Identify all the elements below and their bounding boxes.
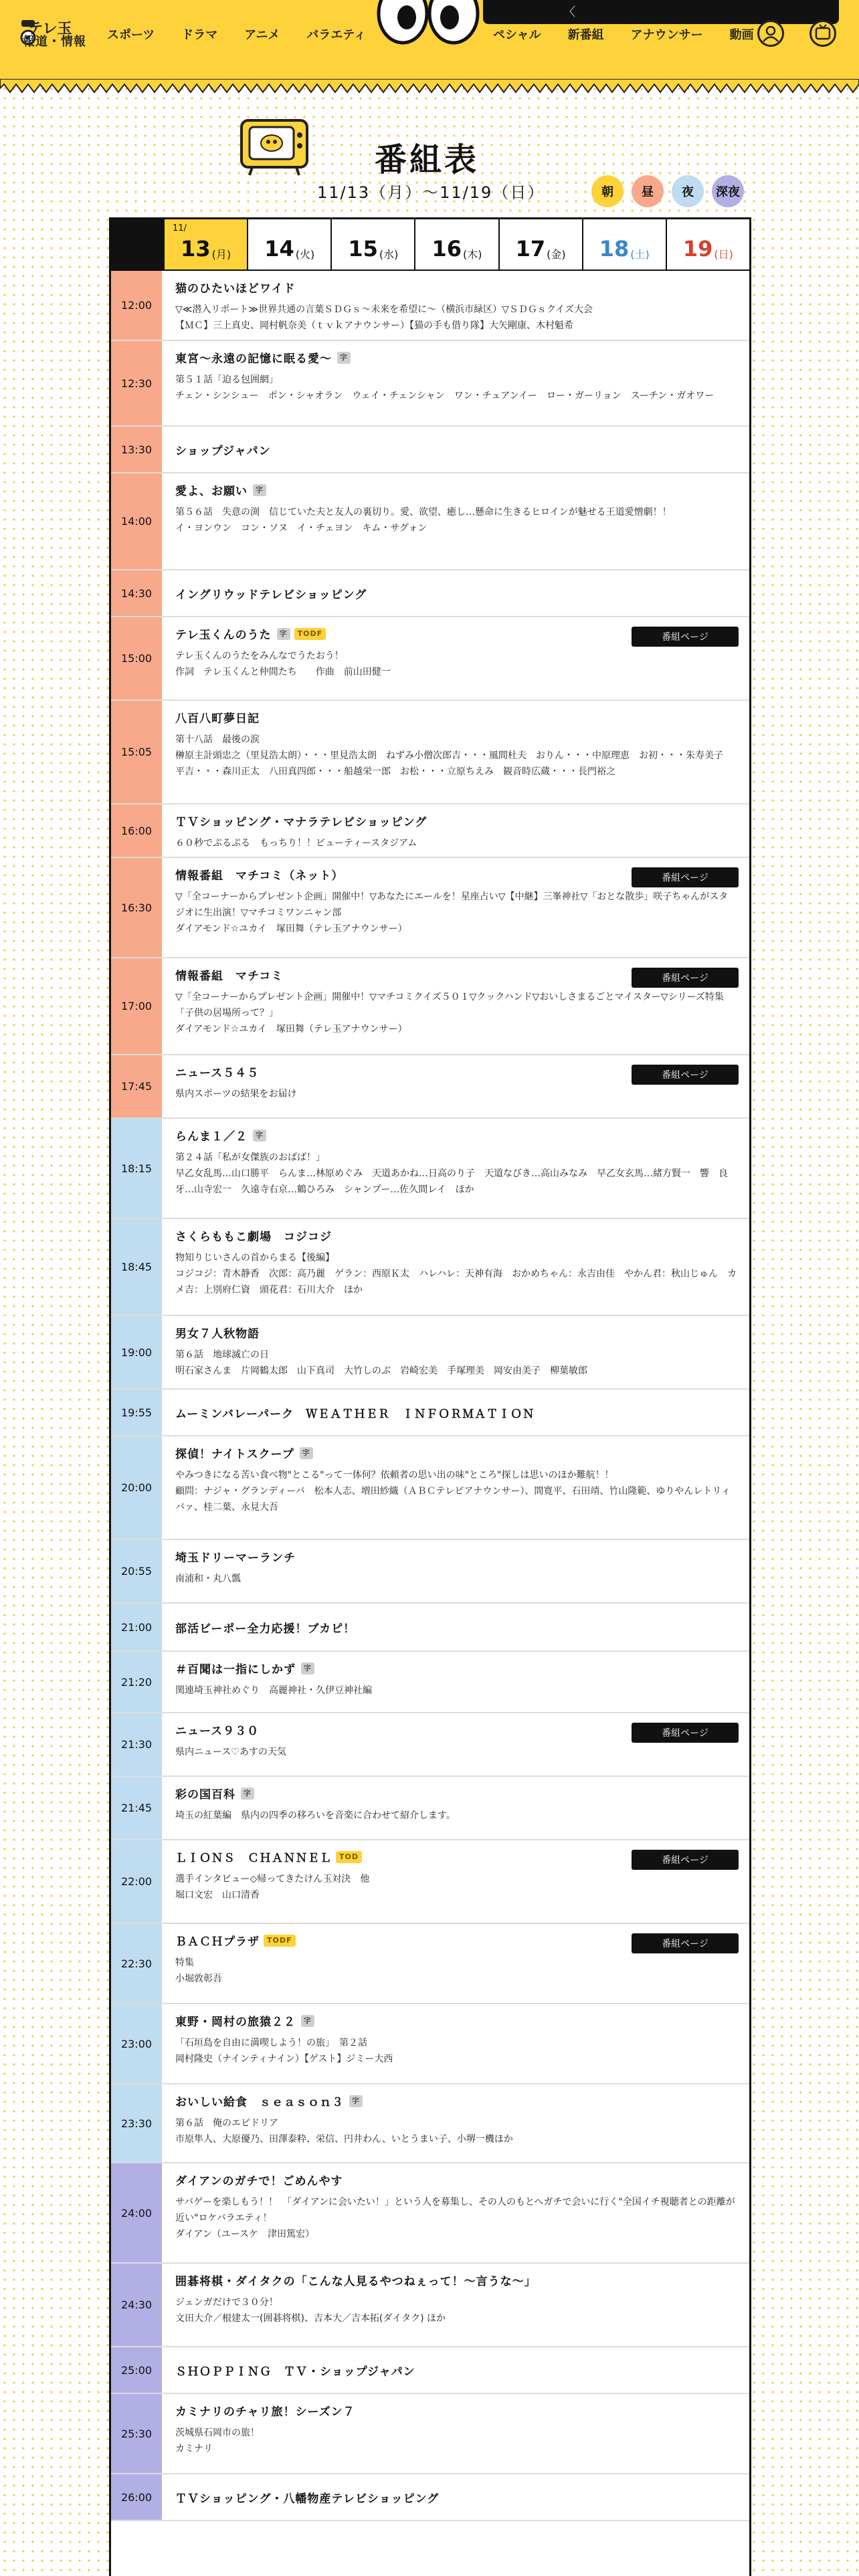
program-description: 物知りじいさんの首からまる【後編】 コジコジ：青木静香 次郎：高乃麗 ゲラン：西原Ｋ太 ハレハレ：天神有海 おかめちゃん：永吉由佳 やかん君：秋山じゅん カメ吉：上別府仁資 頭花君：石川大介 ほか [175, 1253, 737, 1295]
program-row[interactable] [111, 958, 749, 1055]
program-title[interactable] [175, 1619, 355, 1636]
program-description: テレ玉くんのうたをみんなでうたおう！ 作詞 テレ玉くんと仲間たち 作曲 前山田健一 [175, 651, 391, 677]
program-description: ▽「全コーナーからプレゼント企画」開催中！▽あなたにエールを！星座占い▽【中継】三峯神社▽「おとな散歩」咲子ちゃんがスタジオに生出演！▽マチコミワンニャン部 ダイアモンド☆ユカイ 塚田舞（テレ玉アナウンサー） [175, 891, 729, 934]
program-cell[interactable] [163, 570, 749, 616]
day-number: 17 [515, 236, 546, 261]
program-row[interactable] [111, 1924, 749, 2004]
program-row[interactable] [111, 1436, 749, 1540]
program-page-button[interactable]: 番組ページ [632, 627, 739, 647]
program-description: 第６話 地球滅亡の日 明石家さんま 片岡鶴太郎 山下真司 大竹しのぶ 岩崎宏美 手塚理美 岡安由美子 柳葉敏郎 [175, 1350, 587, 1376]
subtitle-tag: 字 [253, 1130, 266, 1142]
program-title-text: ショップジャパン [175, 444, 271, 458]
program-time: 21:30 [111, 1713, 163, 1776]
program-description: 関連埼玉神社めぐり 高麗神社・久伊豆神社編 [175, 1685, 372, 1696]
program-time: 24:00 [111, 2163, 163, 2262]
program-row[interactable] [111, 271, 749, 341]
program-time: 23:30 [111, 2084, 163, 2162]
program-time: 13:30 [111, 427, 163, 472]
program-description: 第十八話 最後の涙 榊原主計頭忠之（里見浩太朗）・・・里見浩太朗 ねずみ小僧次郎吉・・・風間杜夫 おりん・・・中原理恵 お初・・・朱寿美子 平吉・・・森川正太 八田真四郎・・・船越栄一郎 お松・・・立原ちえみ 観音時広蔵・・・長門裕之 [175, 734, 723, 777]
program-title[interactable] [175, 279, 737, 296]
search-arrow-icon[interactable]: 〈 [563, 5, 575, 19]
program-title-text: カミナリのチャリ旅！シーズン７ [175, 2405, 355, 2419]
program-list [111, 271, 749, 2521]
program-title[interactable] [175, 585, 367, 602]
program-title[interactable] [175, 1548, 737, 1565]
day-tab-13[interactable] [163, 219, 247, 270]
program-time: 17:00 [111, 958, 163, 1054]
nav-item-announcer[interactable]: アナウンサー [630, 28, 703, 42]
nav-item-sports[interactable]: スポーツ [107, 28, 155, 42]
program-description: 第５６話 失意の渕 信じていた夫と友人の裏切り。愛、欲望、癒し…懸命に生きるヒロインが魅せる王道愛憎劇！！ イ・ヨンウン コン・ソヌ イ・チェヨン キム・サグォン [175, 507, 672, 534]
day-of-week: (火) [295, 248, 315, 261]
program-row[interactable] [111, 2163, 749, 2264]
nav-item-video[interactable]: 動画 [729, 28, 754, 42]
program-time: 20:55 [111, 1540, 163, 1602]
program-description: 南浦和・丸八瓢 [175, 1574, 241, 1584]
program-description: 第５１話「迫る包囲網」 チェン・シンシュー ポン・シャオラン ウェイ・チェンシャン ワン・チュアンイー ロー・ガーリョン スーチン・ガオワー [175, 374, 714, 401]
program-time: 12:30 [111, 341, 163, 425]
day-of-week: (土) [630, 248, 650, 261]
program-cell[interactable] [163, 1924, 749, 2003]
day-of-week: (水) [379, 248, 399, 261]
program-cell[interactable] [163, 958, 749, 1054]
program-title[interactable] [175, 709, 737, 726]
program-title-text: 埼玉ドリーマーランチ [175, 1551, 296, 1565]
program-title[interactable] [175, 1444, 737, 1461]
program-title[interactable] [175, 2092, 737, 2109]
program-time: 26:00 [111, 2474, 163, 2520]
program-cell[interactable] [163, 2347, 749, 2393]
program-title-text: おいしい給食 ｓｅａｓｏｎ３ [175, 2096, 344, 2109]
program-row[interactable] [111, 1055, 749, 1119]
subtitle-tag: 字 [253, 484, 266, 496]
program-row[interactable] [111, 2264, 749, 2347]
program-description: ジェンガだけで３０分！ 文田大介／根建太一(囲碁将棋)、吉本大／吉本拓(ダイタク) ほか [175, 2297, 446, 2324]
program-row[interactable] [111, 427, 749, 473]
program-time: 21:45 [111, 1777, 163, 1839]
day-of-week: (月) [211, 248, 231, 261]
program-title[interactable] [175, 2171, 737, 2188]
program-description: 特集 小堀敦彰吾 [175, 1957, 222, 1984]
program-description: 第２４話「私が女傑族のおばば！」 早乙女乱馬…山口勝平 らんま…林原めぐみ 天道あかね…日高のり子 天道なびき…高山みなみ 早乙女玄馬…緒方賢一 響 良牙…山寺宏一 久遠寺右京…鶴ひろみ シャンプー…佐久間レイ ほか [175, 1152, 728, 1195]
program-row[interactable] [111, 341, 749, 427]
date-range: 11/13（月）～11/19（日） [317, 183, 545, 202]
program-title-text: テレ玉くんのうた [175, 629, 272, 642]
program-description: ▽「全コーナーからプレゼント企画」開催中！▽マチコミクイズ５０１▽クックハンド▽おいしさまるごとマイスター▽シリーズ特集「子供の居場所って？」 ダイアモンド☆ユカイ 塚田舞（テレ玉アナウンサー） [175, 992, 724, 1035]
program-row[interactable] [111, 701, 749, 804]
program-title[interactable] [175, 1404, 535, 1421]
day-number: 15 [348, 236, 378, 261]
program-title[interactable] [175, 1227, 737, 1244]
program-cell[interactable] [163, 1119, 749, 1218]
program-cell[interactable] [163, 2084, 749, 2162]
nav-item-new-programs[interactable]: 新番組 [567, 28, 604, 42]
program-description: 「石垣島を自由に満喫しよう！の旅」 第２話 岡村隆史（ナインティナイン）【ゲスト】ジミー大西 [175, 2038, 393, 2064]
program-cell[interactable] [163, 473, 749, 569]
program-cell[interactable] [163, 1540, 749, 1602]
program-description: サバゲーを楽しもう！！ 「ダイアンに会いたい！」という人を募集し、その人のもとへガチで会いに行く"全国イチ視聴者との距離が近い"ロケバラエティ！ ダイアン（ユースケ 津田篤宏） [175, 2197, 735, 2240]
program-time: 15:05 [111, 701, 163, 803]
day-tabs-corner [111, 219, 163, 270]
program-page-button[interactable]: 番組ページ [632, 867, 739, 887]
program-title-text: ＳＨＯＰＰＩＮＧ ＴＶ・ショップジャパン [175, 2365, 415, 2379]
program-row[interactable] [111, 1390, 749, 1436]
period-button-late-night[interactable]: 深夜 [712, 175, 744, 207]
program-time: 17:45 [111, 1055, 163, 1117]
program-cell[interactable] [163, 427, 749, 472]
program-title-text: 情報番組 マチコミ（ネット） [175, 869, 344, 883]
header-search-bar[interactable] [483, 0, 839, 24]
program-title-text: ＴＶショッピング・八幡物産テレビショッピング [175, 2492, 440, 2506]
program-page-button[interactable]: 番組ページ [632, 1933, 739, 1953]
program-title-text: イングリウッドテレビショッピング [175, 588, 367, 602]
program-title-text: ムーミンバレーパーク ＷＥＡＴＨＥＲ ＩＮＦＯＲＭＡＴＩＯＮ [175, 1407, 535, 1421]
program-time: 14:30 [111, 570, 163, 616]
day-tab-18[interactable] [582, 219, 666, 270]
day-tab-14[interactable] [247, 219, 330, 270]
program-time: 14:00 [111, 473, 163, 569]
day-tab-17[interactable] [498, 219, 582, 270]
program-row[interactable] [111, 1119, 749, 1219]
program-title-text: 彩の国百科 [175, 1788, 235, 1802]
program-row[interactable] [111, 1316, 749, 1390]
program-row[interactable] [111, 1604, 749, 1652]
period-button-daytime[interactable]: 昼 [632, 175, 664, 207]
subtitle-tag: 字 [277, 628, 290, 640]
program-time: 19:55 [111, 1390, 163, 1435]
program-time: 21:00 [111, 1604, 163, 1650]
day-number: 18 [599, 236, 630, 261]
program-title-text: ＃百聞は一指にしかず [175, 1663, 296, 1677]
program-row[interactable] [111, 2347, 749, 2394]
program-row[interactable] [111, 2004, 749, 2084]
program-time: 19:00 [111, 1316, 163, 1388]
program-time: 18:15 [111, 1119, 163, 1218]
program-title-text: 東野・岡村の旅猿２２ [175, 2016, 296, 2029]
program-row[interactable] [111, 570, 749, 617]
program-row[interactable] [111, 617, 749, 701]
program-time: 25:30 [111, 2394, 163, 2473]
program-cell[interactable] [163, 2394, 749, 2473]
retro-tv-illustration [237, 114, 311, 177]
program-description: ▽≪潜入リポート≫世界共通の言葉ＳＤＧｓ～未来を希望に～（横浜市緑区）▽ＳＤＧｓクイズ大会 【ＭＣ】三上真史、岡村帆奈美（ｔｖｋアナウンサー）【猫の手も借り隊】大矢剛康、木村魁希 [175, 304, 593, 331]
program-title-text: らんま１／２ [175, 1130, 248, 1144]
subtitle-tag: 字 [300, 1447, 313, 1459]
program-cell[interactable] [163, 1604, 749, 1650]
program-cell[interactable] [163, 2004, 749, 2083]
logo-text: テレ玉 [28, 21, 72, 37]
program-title[interactable] [175, 813, 737, 829]
day-tab-15[interactable] [330, 219, 414, 270]
program-row[interactable] [111, 1219, 749, 1316]
page-title: 番組表 [375, 141, 480, 179]
program-page-button[interactable]: 番組ページ [632, 1850, 739, 1870]
program-page-button[interactable]: 番組ページ [632, 1065, 739, 1085]
subtitle-tag: 字 [349, 2095, 363, 2107]
program-title-text: ニュース５４５ [175, 1067, 260, 1080]
program-title-text: 東宮～永遠の記憶に眠る愛～ [175, 352, 332, 366]
program-title-text: 男女７人秋物語 [175, 1327, 260, 1341]
program-description: 選手インタビュー◇帰ってきたけん玉対決 他 堀口文宏 山口清香 [175, 1874, 370, 1901]
program-row[interactable] [111, 2474, 749, 2521]
program-title[interactable] [175, 2272, 737, 2288]
program-page-button[interactable]: 番組ページ [632, 1723, 739, 1743]
program-schedule [109, 217, 751, 2576]
program-cell[interactable] [163, 1652, 749, 1712]
program-title-text: 愛よ、お願い [175, 485, 248, 498]
program-row[interactable] [111, 858, 749, 958]
day-number: 16 [432, 236, 462, 261]
program-title[interactable] [175, 2489, 439, 2506]
nav-item-special[interactable]: ペシャル [492, 28, 541, 42]
nav-item-variety[interactable]: バラエティ [306, 28, 366, 42]
period-button-night[interactable]: 夜 [672, 175, 704, 207]
program-time: 24:30 [111, 2264, 163, 2346]
program-description: やみつきになる苦い食べ物"とこる"って一体何？依頼者の思い出の味"ところ"探しは思いのほか難航！！ 顧問：ナジャ・グランディーバ 松本人志、増田紗織（ＡＢＣテレビアナウンサー）、間寛平、石田靖、竹山隆範、ゆりやんレトリィバァ、桂二葉、永見大吾 [175, 1470, 731, 1513]
day-tab-month: 11/ [173, 223, 187, 233]
day-tabs [111, 217, 749, 271]
program-row[interactable] [111, 1840, 749, 1924]
subtitle-tag: 字 [301, 1662, 314, 1675]
todf-tag: TODF [264, 1935, 296, 1947]
program-description: 県内スポーツの結果をお届け [175, 1089, 297, 1099]
program-page-button[interactable]: 番組ページ [632, 968, 739, 988]
program-title[interactable] [175, 349, 737, 366]
program-cell[interactable] [163, 341, 749, 425]
program-title[interactable] [175, 1324, 737, 1341]
program-row[interactable] [111, 1540, 749, 1604]
program-title-text: 情報番組 マチコミ [175, 970, 284, 983]
time-period-filter [591, 175, 752, 207]
tv-channel-icon[interactable] [809, 20, 836, 47]
program-cell[interactable] [163, 1390, 749, 1435]
program-time: 25:00 [111, 2347, 163, 2393]
program-cell[interactable] [163, 701, 749, 803]
day-tab-16[interactable] [414, 219, 498, 270]
program-time: 21:20 [111, 1652, 163, 1712]
program-description: 県内ニュース♡あすの天気 [175, 1747, 286, 1757]
program-row[interactable] [111, 2394, 749, 2474]
program-title-text: 八百八町夢日記 [175, 712, 260, 726]
program-row[interactable] [111, 1713, 749, 1777]
program-cell[interactable] [163, 2163, 749, 2262]
program-cell[interactable] [163, 2264, 749, 2346]
program-title[interactable] [175, 481, 737, 498]
program-description: 茨城県石岡市の旅！ カミナリ [175, 2428, 260, 2454]
program-title[interactable] [175, 1785, 737, 1802]
program-cell[interactable] [163, 804, 749, 857]
program-title[interactable] [175, 2402, 737, 2419]
program-title-text: 囲碁将棋・ダイタクの「こんな人見るやつねぇって！～言うな～」 [175, 2275, 537, 2288]
todf-tag: TODF [294, 628, 326, 640]
program-time: 16:30 [111, 858, 163, 957]
program-title-text: ニュース９３０ [175, 1725, 260, 1738]
day-of-week: (木) [463, 248, 482, 261]
program-row[interactable] [111, 473, 749, 570]
program-row[interactable] [111, 2084, 749, 2163]
program-row[interactable] [111, 1652, 749, 1713]
day-of-week: (日) [714, 248, 733, 261]
program-time: 12:00 [111, 271, 163, 340]
program-cell[interactable] [163, 1436, 749, 1539]
program-title-text: ＴＶショッピング・マナラテレビショッピング [175, 816, 427, 829]
program-cell[interactable] [163, 1840, 749, 1923]
program-title-text: 部活ビーポー全力応援！ブカピ！ [175, 1622, 356, 1636]
subtitle-tag: 字 [301, 2015, 314, 2027]
program-time: 18:45 [111, 1219, 163, 1315]
program-cell[interactable] [163, 617, 749, 700]
program-time: 22:30 [111, 1924, 163, 2003]
program-title-text: ＬＩＯＮＳ ＣＨＡＮＮＥＬ [175, 1852, 332, 1865]
program-cell[interactable] [163, 1055, 749, 1117]
nav-item-anime[interactable]: アニメ [244, 28, 280, 42]
program-cell[interactable] [163, 271, 749, 340]
program-title[interactable] [175, 441, 271, 458]
program-cell[interactable] [163, 858, 749, 957]
program-cell[interactable] [163, 1316, 749, 1388]
program-cell[interactable] [163, 1219, 749, 1315]
program-title-text: ＢＡＣＨプラザ [175, 1935, 260, 1949]
nav-item-news[interactable]: 報道・情報 [23, 35, 86, 49]
program-row[interactable] [111, 804, 749, 858]
program-row[interactable] [111, 1777, 749, 1840]
program-description: 第６話 俺のエピドリア 市原隼人、大原優乃、田澤泰粋、栄信、円井わん、いとうまい子、小堺一機ほか [175, 2118, 513, 2145]
day-of-week: (金) [547, 248, 566, 261]
tod-tag: TOD [336, 1851, 362, 1863]
subtitle-tag: 字 [337, 352, 351, 364]
program-cell[interactable] [163, 1713, 749, 1776]
program-title-text: 猫のひたいほどワイド [175, 282, 296, 296]
program-title-text: ダイアンのガチで！ごめんやす [175, 2175, 343, 2188]
period-button-morning[interactable]: 朝 [591, 175, 624, 207]
day-number: 14 [264, 236, 294, 261]
site-header [0, 0, 859, 80]
program-cell[interactable] [163, 1777, 749, 1839]
program-title[interactable] [175, 2012, 737, 2029]
program-time: 15:00 [111, 617, 163, 700]
program-time: 16:00 [111, 804, 163, 857]
program-title[interactable] [175, 2362, 415, 2379]
program-title[interactable] [175, 1127, 737, 1144]
program-title[interactable] [175, 1660, 737, 1677]
nav-item-drama[interactable]: ドラマ [181, 28, 218, 42]
program-cell[interactable] [163, 2474, 749, 2520]
program-time: 22:00 [111, 1840, 163, 1923]
subtitle-tag: 字 [241, 1788, 254, 1800]
day-tab-19[interactable] [666, 219, 749, 270]
day-number: 19 [682, 236, 713, 261]
program-time: 23:00 [111, 2004, 163, 2083]
header-zigzag-edge [0, 79, 859, 99]
mascot-eyes-illustration [375, 0, 482, 60]
program-description: ６０秒でぷるぷる もっちり！！ビューティースタジアム [175, 838, 417, 849]
program-description: 埼玉の紅葉編 県内の四季の移ろいを音楽に合わせて紹介します。 [175, 1810, 456, 1821]
program-title-text: さくらももこ劇場 コジコジ [175, 1230, 332, 1244]
program-time: 20:00 [111, 1436, 163, 1539]
program-title-text: 探偵！ナイトスクープ [175, 1448, 294, 1461]
user-icon[interactable] [757, 20, 784, 47]
day-number: 13 [181, 236, 211, 261]
